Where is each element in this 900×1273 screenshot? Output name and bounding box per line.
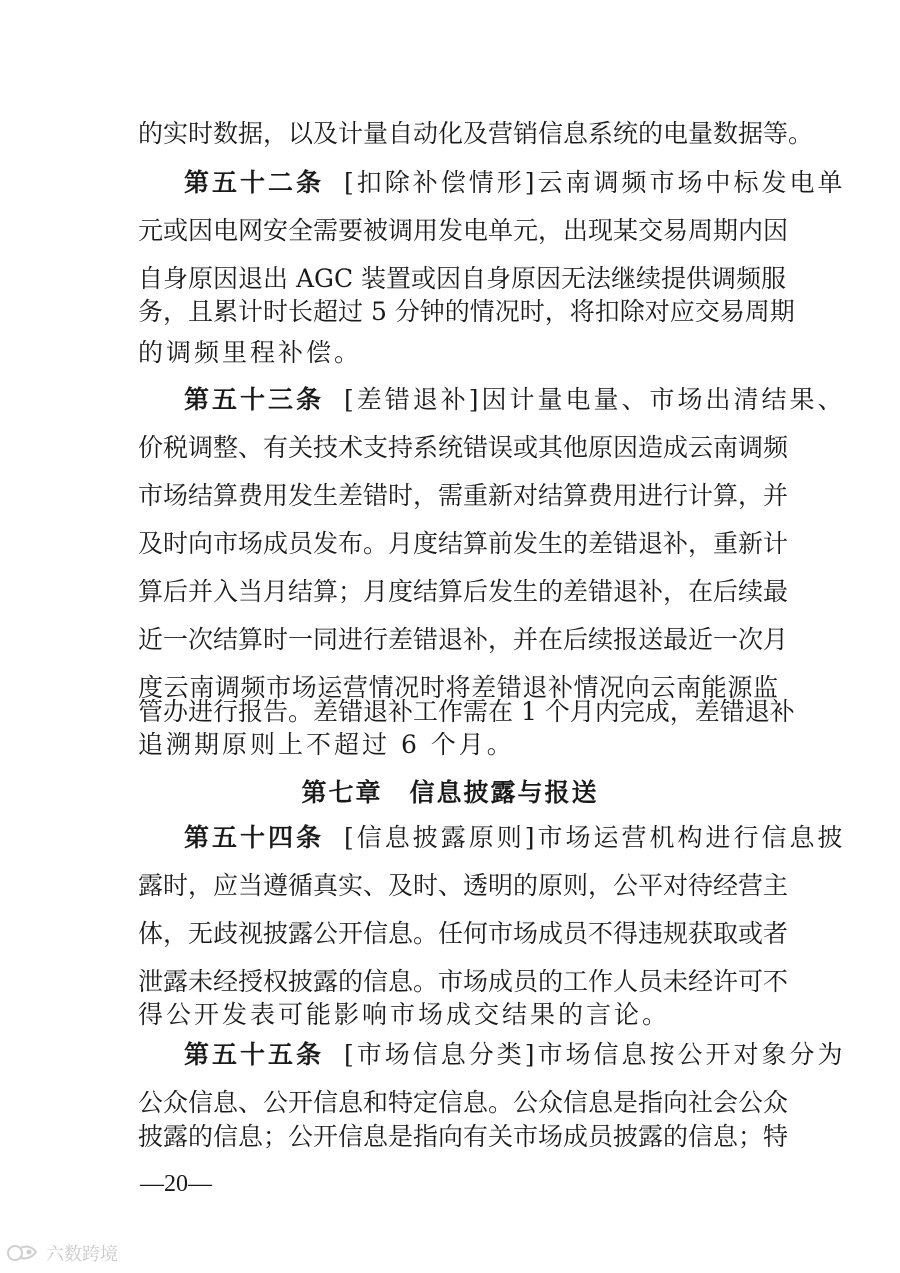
text-line: 自身原因退出 AGC 装置或因自身原因无法继续提供调频服 bbox=[138, 264, 787, 293]
text-line: 披露的信息；公开信息是指向有关市场成员披露的信息；特 bbox=[138, 1122, 789, 1151]
text-line: 元或因电网安全需要被调用发电单元，出现某交易周期内因 bbox=[138, 216, 789, 245]
article-53-text: [差错退补]因计量电量、市场出清结果、 bbox=[344, 385, 846, 414]
article-52-title: 第五十二条 bbox=[184, 168, 325, 197]
text-line: 市场结算费用发生差错时，需重新对结算费用进行计算，并 bbox=[138, 481, 789, 510]
text-line: 近一次结算时一同进行差错退补，并在后续报送最近一次月 bbox=[138, 625, 789, 654]
article-53-first-line bbox=[184, 385, 846, 415]
text-line: 及时向市场成员发布。月度结算前发生的差错退补，重新计 bbox=[138, 529, 789, 558]
text-line: 度云南调频市场运营情况时将差错退补情况向云南能源监 bbox=[138, 673, 778, 702]
text-line: 管办进行报告。差错退补工作需在 1 个月内完成，差错退补 bbox=[138, 697, 795, 726]
text-line: 价税调整、有关技术支持系统错误或其他原因造成云南调频 bbox=[138, 433, 789, 462]
text-line: 泄露未经授权披露的信息。市场成员的工作人员未经许可不 bbox=[138, 967, 789, 996]
text-line: 的调频里程补偿。 bbox=[138, 338, 363, 367]
text-line: 的实时数据，以及计量自动化及营销信息系统的电量数据等。 bbox=[138, 119, 814, 148]
text-line: 追溯期原则上不超过 6 个月。 bbox=[138, 730, 515, 759]
article-52-first-line bbox=[184, 168, 846, 198]
text-line: 务，且累计时长超过 5 分钟的情况时，将扣除对应交易周期 bbox=[138, 297, 795, 326]
article-54-title: 第五十四条 bbox=[184, 823, 325, 852]
chapter-heading: 第七章 信息披露与报送 bbox=[301, 778, 599, 807]
article-54-text: [信息披露原则]市场运营机构进行信息披 bbox=[344, 823, 846, 852]
watermark-text: 六数跨境 bbox=[46, 1244, 118, 1265]
watermark-logo-icon bbox=[6, 1242, 42, 1264]
text-line: 体，无歧视披露公开信息。任何市场成员不得违规获取或者 bbox=[138, 919, 789, 948]
article-52-text: [扣除补偿情形]云南调频市场中标发电单 bbox=[344, 168, 846, 197]
text-line: 露时，应当遵循真实、及时、透明的原则，公平对待经营主 bbox=[138, 871, 789, 900]
page-number: —20— bbox=[140, 1171, 212, 1197]
text-line: 得公开发表可能影响市场成交结果的言论。 bbox=[138, 1000, 671, 1029]
text-line: 公众信息、公开信息和特定信息。公众信息是指向社会公众 bbox=[138, 1088, 789, 1117]
watermark bbox=[6, 1240, 118, 1266]
article-55-first-line bbox=[184, 1040, 846, 1070]
article-53-title: 第五十三条 bbox=[184, 385, 325, 414]
article-55-text: [市场信息分类]市场信息按公开对象分为 bbox=[344, 1040, 846, 1069]
article-54-first-line bbox=[184, 823, 846, 853]
text-line: 算后并入当月结算；月度结算后发生的差错退补，在后续最 bbox=[138, 577, 789, 606]
article-55-title: 第五十五条 bbox=[184, 1040, 325, 1069]
